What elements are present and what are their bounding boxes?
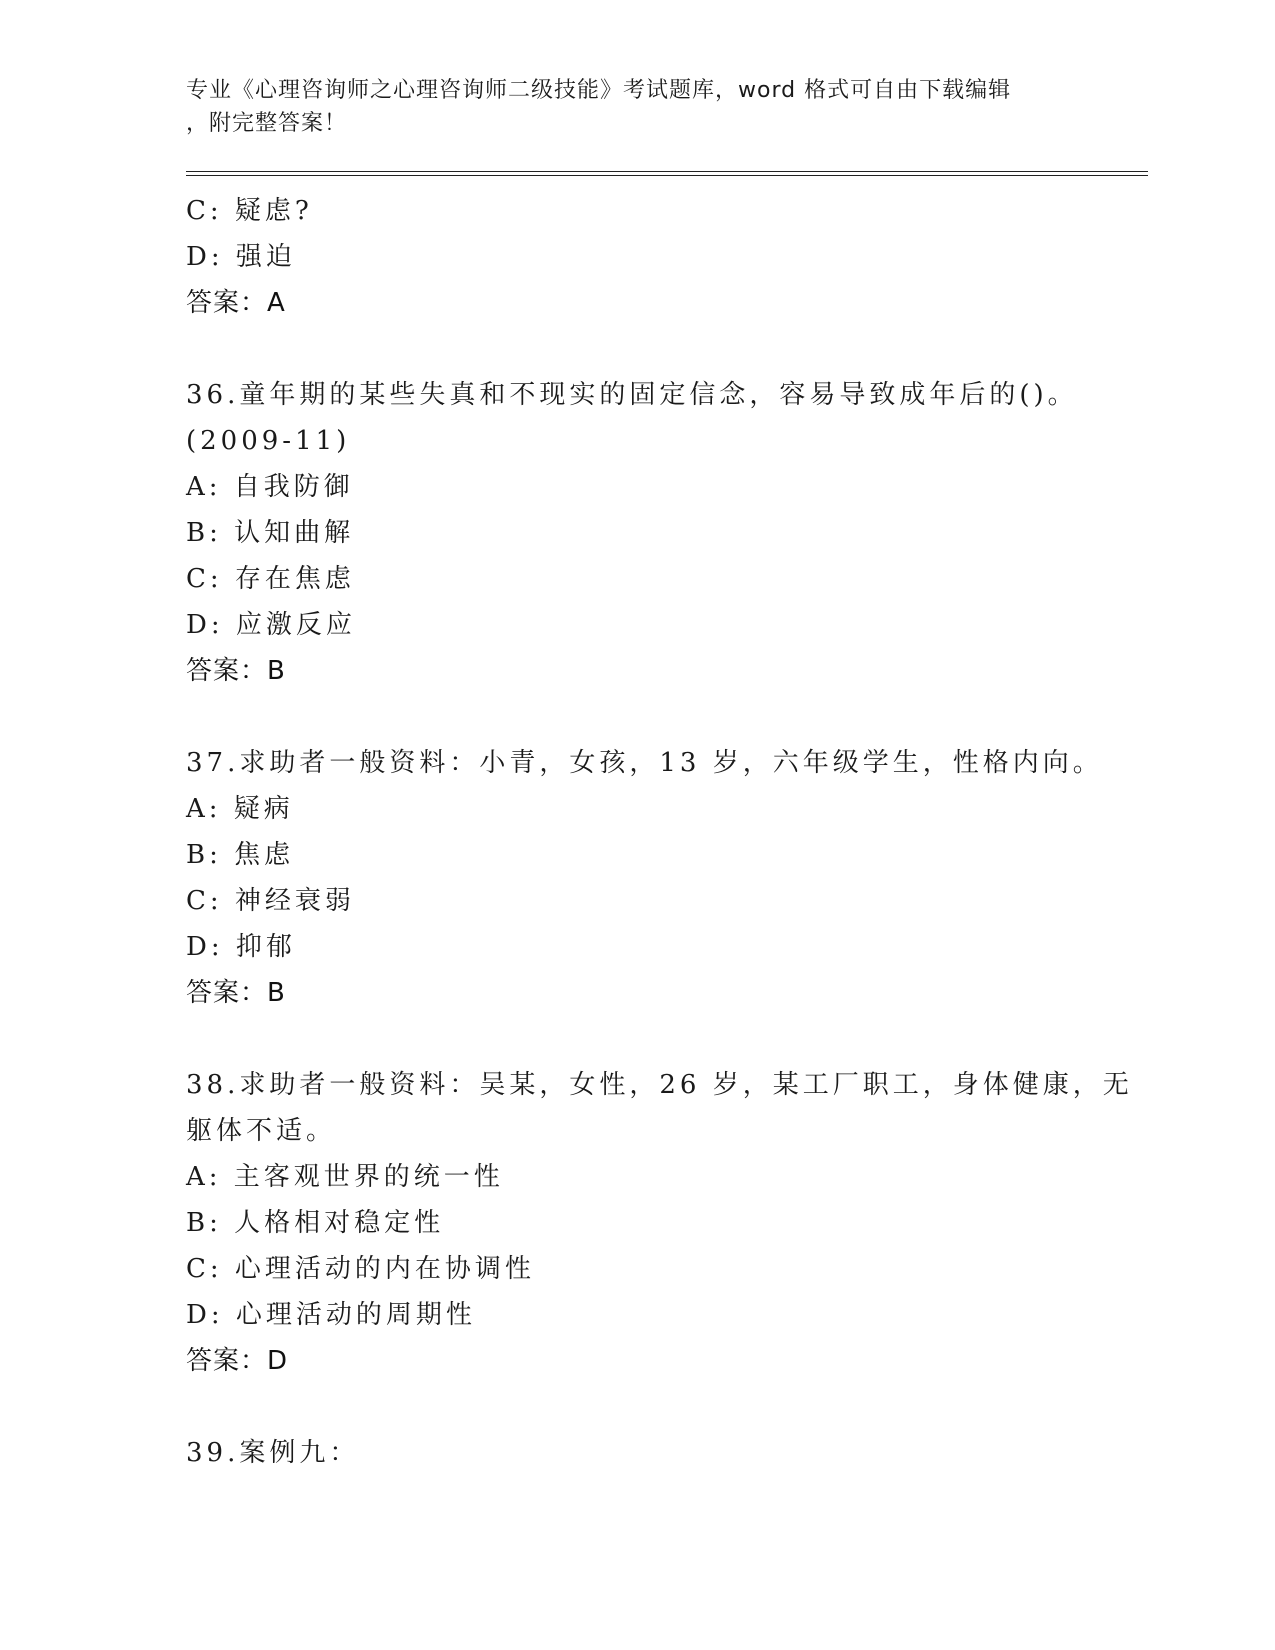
- option-line: C: 疑虑?: [186, 196, 313, 226]
- answer-line: 答案：B: [186, 656, 286, 686]
- header-line-1: 专业《心理咨询师之心理咨询师二级技能》考试题库，word 格式可自由下载编辑: [186, 78, 1012, 103]
- header-line-2: ，附完整答案！: [186, 111, 348, 136]
- option-line: B: 焦虑: [186, 840, 295, 870]
- question-content: [186, 188, 1133, 1476]
- question-stem: 躯体不适。: [186, 1116, 337, 1146]
- question-gap: [186, 694, 1126, 740]
- question-gap: [186, 1384, 1126, 1430]
- question-stem: 36.童年期的某些失真和不现实的固定信念，容易导致成年后的()。: [186, 380, 1078, 410]
- question-stem: 39.案例九：: [186, 1438, 360, 1468]
- option-line: C: 心理活动的内在协调性: [186, 1254, 535, 1284]
- option-line: D: 抑郁: [186, 932, 296, 962]
- option-line: C: 神经衰弱: [186, 886, 355, 916]
- option-line: D: 强迫: [186, 242, 296, 272]
- option-line: D: 心理活动的周期性: [186, 1300, 476, 1330]
- question-stem: 37.求助者一般资料：小青，女孩，13 岁，六年级学生，性格内向。: [186, 748, 1103, 778]
- question-stem: (2009-11): [186, 426, 351, 456]
- question-gap: [186, 1016, 1126, 1062]
- option-line: B: 认知曲解: [186, 518, 355, 548]
- header-divider-bottom: [186, 175, 1148, 176]
- option-line: B: 人格相对稳定性: [186, 1208, 445, 1238]
- answer-line: 答案：D: [186, 1346, 289, 1376]
- option-line: A: 主客观世界的统一性: [186, 1162, 504, 1192]
- answer-line: 答案：A: [186, 288, 286, 318]
- option-line: D: 应激反应: [186, 610, 356, 640]
- option-line: A: 疑病: [186, 794, 294, 824]
- answer-line: 答案：B: [186, 978, 286, 1008]
- option-line: C: 存在焦虑: [186, 564, 355, 594]
- question-stem: 38.求助者一般资料：吴某，女性，26 岁，某工厂职工，身体健康，无: [186, 1070, 1133, 1100]
- question-gap: [186, 326, 1126, 372]
- header-divider-top: [186, 171, 1148, 172]
- option-line: A: 自我防御: [186, 472, 354, 502]
- document-header: [186, 74, 1086, 140]
